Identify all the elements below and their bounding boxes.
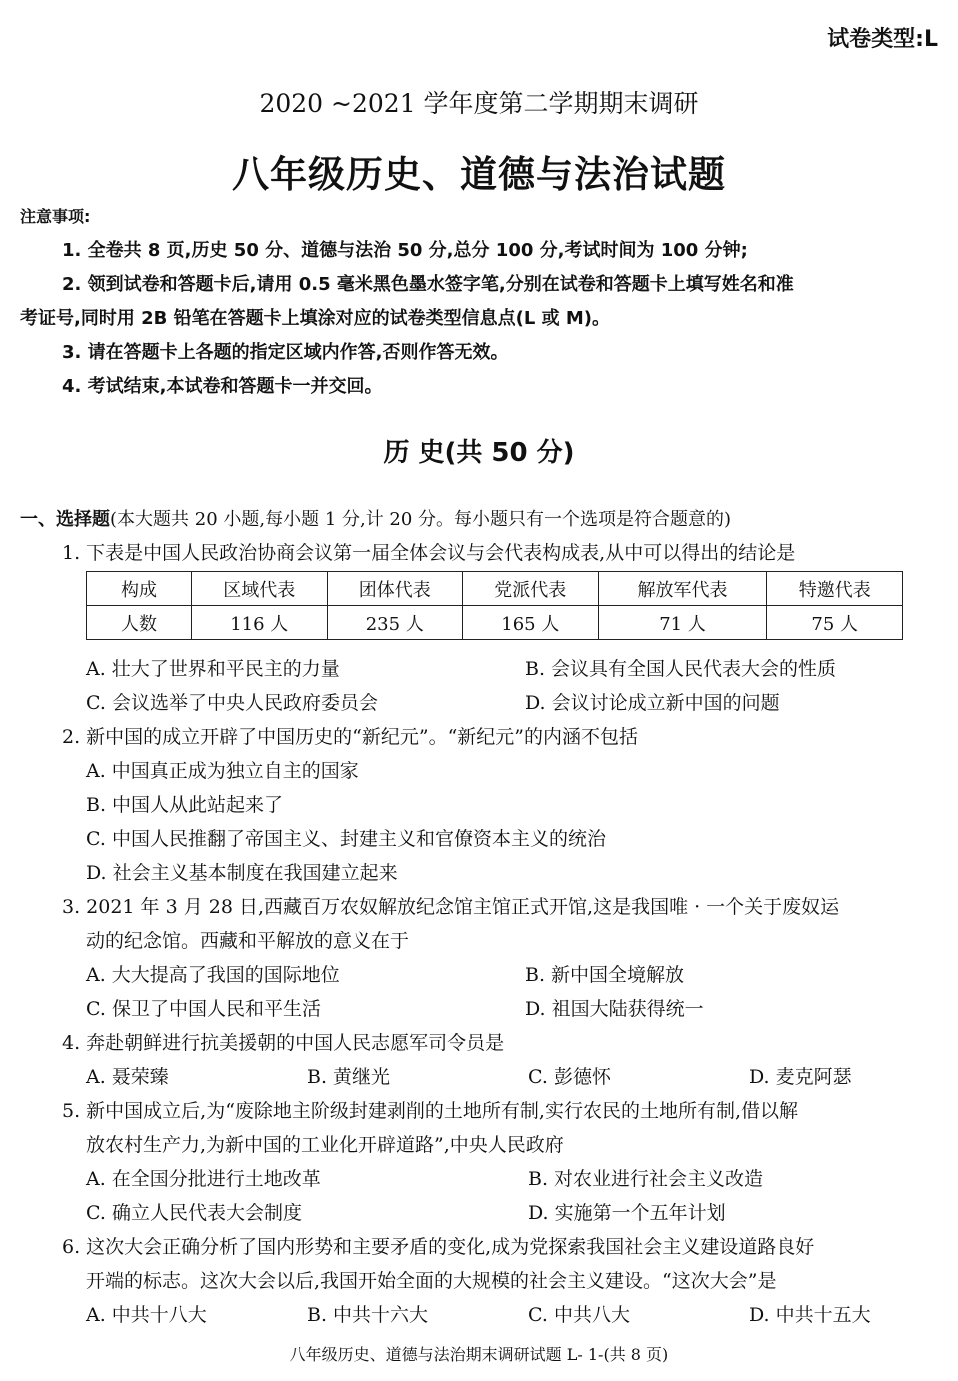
- option-d: D. 麦克阿瑟: [749, 1066, 852, 1088]
- paper-type-label: 试卷类型:L: [827, 27, 938, 52]
- option-a: A. 聂荣臻: [86, 1066, 169, 1088]
- exam-subtitle: 2020 ~2021 学年度第二学期期末调研: [259, 89, 699, 118]
- note-item: 4. 考试结束,本试卷和答题卡一并交回。: [62, 376, 383, 397]
- option-c: C. 保卫了中国人民和平生活: [86, 998, 321, 1020]
- exam-title: 八年级历史、道德与法治试题: [232, 153, 726, 196]
- question-stem: 5. 新中国成立后,为“废除地主阶级封建剥削的土地所有制,实行农民的土地所有制,借以解: [62, 1100, 799, 1122]
- option-a: A. 在全国分批进行土地改革: [86, 1168, 321, 1190]
- part-heading: [20, 505, 731, 531]
- page-footer: 八年级历史、道德与法治期末调研试题 L- 1-(共 8 页): [289, 1345, 669, 1364]
- table-cell: 特邀代表: [767, 572, 903, 606]
- option-b: B. 新中国全境解放: [525, 964, 685, 986]
- option-d: D. 实施第一个五年计划: [528, 1202, 726, 1224]
- question-stem: 2. 新中国的成立开辟了中国历史的“新纪元”。“新纪元”的内涵不包括: [62, 726, 639, 748]
- option-c: C. 确立人民代表大会制度: [86, 1202, 302, 1224]
- table-cell: 75 人: [767, 606, 903, 640]
- table-cell: 团体代表: [327, 572, 463, 606]
- table-cell: 235 人: [327, 606, 463, 640]
- notes-heading: 注意事项:: [20, 207, 91, 226]
- option-d: D. 中共十五大: [749, 1304, 871, 1326]
- option-d: D. 社会主义基本制度在我国建立起来: [86, 862, 398, 884]
- note-item: 3. 请在答题卡上各题的指定区域内作答,否则作答无效。: [62, 342, 509, 363]
- option-c: C. 中国人民推翻了帝国主义、封建主义和官僚资本主义的统治: [86, 828, 606, 850]
- option-d: D. 祖国大陆获得统一: [525, 998, 704, 1020]
- table-row: [87, 606, 903, 640]
- representatives-table: [86, 571, 903, 640]
- table-header-row: [87, 572, 903, 606]
- part-desc: (本大题共 20 小题,每小题 1 分,计 20 分。每小题只有一个选项是符合题意的): [110, 509, 732, 530]
- question-stem-cont: 动的纪念馆。西藏和平解放的意义在于: [86, 930, 410, 952]
- option-a: A. 中共十八大: [86, 1304, 207, 1326]
- table-cell: 区域代表: [192, 572, 328, 606]
- question-stem-cont: 开端的标志。这次大会以后,我国开始全面的大规模的社会主义建设。“这次大会”是: [86, 1270, 777, 1292]
- table-cell: 165 人: [463, 606, 599, 640]
- option-c: C. 中共八大: [528, 1304, 630, 1326]
- section-title: 历 史(共 50 分): [383, 438, 575, 468]
- question-stem: 3. 2021 年 3 月 28 日,西藏百万农奴解放纪念馆主馆正式开馆,这是我国唯 · 一个关于废奴运: [62, 896, 840, 918]
- option-b: B. 中共十六大: [307, 1304, 429, 1326]
- table-cell: 人数: [87, 606, 192, 640]
- option-c: C. 彭德怀: [528, 1066, 611, 1088]
- option-b: B. 会议具有全国人民代表大会的性质: [525, 658, 837, 680]
- note-item: 2. 领到试卷和答题卡后,请用 0.5 毫米黑色墨水签字笔,分别在试卷和答题卡上填写姓名和准: [62, 274, 794, 295]
- table-cell: 构成: [87, 572, 192, 606]
- question-stem-cont: 放农村生产力,为新中国的工业化开辟道路”,中央人民政府: [86, 1134, 564, 1156]
- question-stem: 1. 下表是中国人民政治协商会议第一届全体会议与会代表构成表,从中可以得出的结论是: [62, 542, 796, 564]
- table-cell: 党派代表: [463, 572, 599, 606]
- option-d: D. 会议讨论成立新中国的问题: [525, 692, 780, 714]
- table-cell: 71 人: [598, 606, 767, 640]
- note-item: 考证号,同时用 2B 铅笔在答题卡上填涂对应的试卷类型信息点(L 或 M)。: [20, 308, 610, 329]
- question-stem: 6. 这次大会正确分析了国内形势和主要矛盾的变化,成为党探索我国社会主义建设道路良好: [62, 1236, 815, 1258]
- option-c: C. 会议选举了中央人民政府委员会: [86, 692, 378, 714]
- table-cell: 解放军代表: [598, 572, 767, 606]
- option-a: A. 大大提高了我国的国际地位: [86, 964, 340, 986]
- part-label: 一、选择题: [20, 509, 110, 530]
- table-cell: 116 人: [192, 606, 328, 640]
- option-a: A. 壮大了世界和平民主的力量: [86, 658, 340, 680]
- option-b: B. 黄继光: [307, 1066, 391, 1088]
- note-item: 1. 全卷共 8 页,历史 50 分、道德与法治 50 分,总分 100 分,考试时间为 100 分钟;: [62, 240, 748, 261]
- question-stem: 4. 奔赴朝鲜进行抗美援朝的中国人民志愿军司令员是: [62, 1032, 505, 1054]
- option-b: B. 对农业进行社会主义改造: [528, 1168, 764, 1190]
- option-b: B. 中国人从此站起来了: [86, 794, 284, 816]
- option-a: A. 中国真正成为独立自主的国家: [86, 760, 359, 782]
